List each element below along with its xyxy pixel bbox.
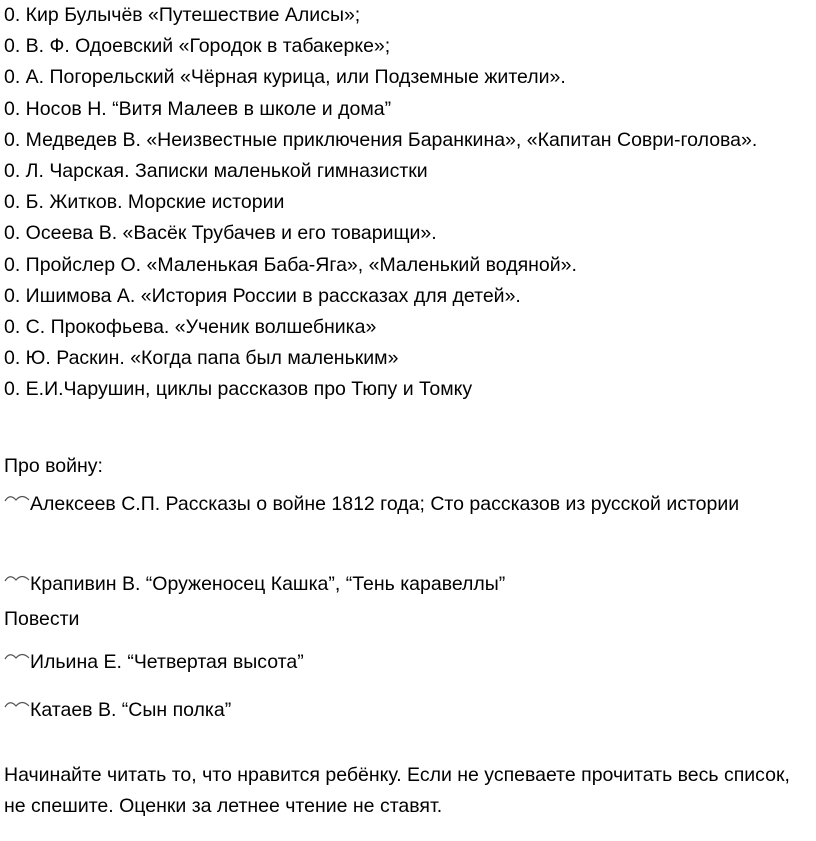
povesti-item-text: Ильина Е. “Четвертая высота” bbox=[30, 651, 304, 673]
list-item: 0. Ю. Раскин. «Когда папа был маленьким» bbox=[4, 347, 399, 370]
list-item: 0. Пройслер О. «Маленькая Баба-Яга», «Маленький водяной». bbox=[4, 253, 577, 276]
list-item: 0. Б. Житков. Морские истории bbox=[4, 191, 285, 214]
squiggle-bullet-icon bbox=[4, 572, 30, 584]
list-item: 0. А. Погорельский «Чёрная курица, или Подземные жители». bbox=[4, 66, 566, 89]
war-list-item bbox=[4, 564, 804, 604]
numbered-book-list bbox=[4, 0, 804, 406]
list-item: 0. Осеева В. «Васёк Трубачев и его товарищи». bbox=[4, 222, 437, 245]
povesti-item-text: Катаев В. “Сын полка” bbox=[30, 699, 232, 721]
list-item: 0. Ишимова А. «История России в рассказах для детей». bbox=[4, 284, 521, 307]
squiggle-bullet-icon bbox=[4, 650, 30, 662]
list-item: 0. Кир Булычёв «Путешествие Алисы»; bbox=[4, 4, 361, 26]
list-item: 0. Носов Н. “Витя Малеев в школе и дома” bbox=[4, 97, 392, 120]
list-item: 0. В. Ф. Одоевский «Городок в табакерке»; bbox=[4, 35, 391, 58]
list-item: 0. Л. Чарская. Записки маленькой гимназистки bbox=[4, 160, 428, 183]
war-item-text: Крапивин В. “Оруженосец Кашка”, “Тень каравеллы” bbox=[30, 573, 506, 595]
squiggle-bullet-icon bbox=[4, 492, 30, 504]
list-item: 0. С. Прокофьева. «Ученик волшебника» bbox=[4, 316, 377, 339]
war-item-text: Алексеев С.П. Рассказы о войне 1812 года; Сто рассказов из русской истории bbox=[30, 493, 740, 515]
war-list-item bbox=[4, 484, 804, 524]
povesti-heading: Повести bbox=[4, 608, 80, 630]
list-item: 0. Медведев В. «Неизвестные приключения Баранкина», «Капитан Соври-голова». bbox=[4, 128, 758, 151]
povesti-list-item bbox=[4, 690, 804, 730]
war-section-heading: Про войну: bbox=[4, 455, 103, 477]
closing-note: Начинайте читать то, что нравится ребёнку. Если не успеваете прочитать весь список, не спешите. Оценки за летнее чтение не ставят. bbox=[4, 764, 790, 817]
squiggle-bullet-icon bbox=[4, 698, 30, 710]
povesti-list-item bbox=[4, 642, 804, 682]
list-item: 0. Е.И.Чарушин, циклы рассказов про Тюпу и Томку bbox=[4, 378, 473, 401]
